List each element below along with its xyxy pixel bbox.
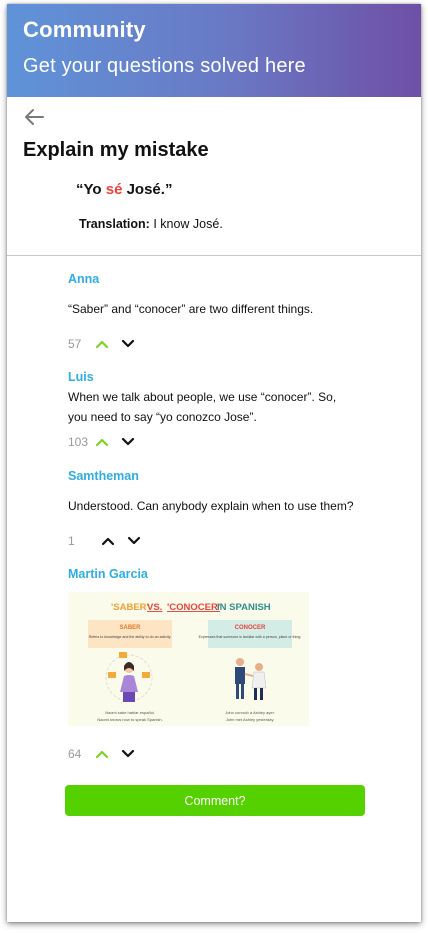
image-title-saber: 'SABER' xyxy=(111,602,149,613)
conocer-desc: Expresses that someone is familiar with a person, place or thing. xyxy=(198,635,302,639)
saber-example-es: Naomi sabe hablar español. xyxy=(105,710,155,715)
answer-author[interactable]: Luis xyxy=(68,370,94,384)
phrase-after: José.” xyxy=(122,181,173,198)
phrase-highlight: sé xyxy=(105,181,123,198)
vote-count: 57 xyxy=(68,337,82,351)
vote-controls xyxy=(68,336,147,352)
conocer-example-en: John met Ashley yesterday. xyxy=(225,717,275,722)
upvote-icon[interactable] xyxy=(101,536,115,546)
community-header xyxy=(7,4,421,97)
saber-vs-conocer-image[interactable] xyxy=(68,592,309,726)
downvote-icon[interactable] xyxy=(121,749,135,759)
answer-text: “Saber” and “conocer” are two different things. xyxy=(68,302,314,316)
arrow-left-icon[interactable] xyxy=(23,108,45,126)
vote-controls xyxy=(68,746,147,762)
conocer-label: CONOCER xyxy=(234,625,266,631)
image-title-rest: IN SPANISH xyxy=(217,602,271,613)
page-title: Explain my mistake xyxy=(23,139,209,161)
downvote-icon[interactable] xyxy=(121,437,135,447)
saber-desc: Refers to knowledge and the ability to do an activity. xyxy=(88,635,172,639)
divider xyxy=(7,255,421,256)
upvote-icon[interactable] xyxy=(95,749,109,759)
answer-text: When we talk about people, we use “conocer”. So, you need to say “yo conozco Jose”. xyxy=(68,390,337,424)
conocer-example-es: John conoció a Ashley ayer. xyxy=(225,710,275,715)
vote-controls xyxy=(68,533,153,549)
image-title-conocer: 'CONOCER' xyxy=(167,602,221,613)
answer-author[interactable]: Anna xyxy=(68,272,100,286)
comment-button[interactable]: Comment? xyxy=(65,785,365,816)
vote-controls xyxy=(68,434,147,450)
saber-example-en: Naomi knows how to speak Spanish. xyxy=(97,717,163,722)
app-frame xyxy=(7,4,421,922)
vote-count: 64 xyxy=(68,747,82,761)
downvote-icon[interactable] xyxy=(127,536,141,546)
upvote-icon[interactable] xyxy=(95,437,109,447)
answer-author[interactable]: Samtheman xyxy=(68,469,139,483)
vote-count: 1 xyxy=(68,534,75,548)
header-subtitle: Get your questions solved here xyxy=(23,55,306,77)
translation-text: I know José. xyxy=(149,217,223,231)
phrase-before: “Yo xyxy=(76,181,106,198)
vote-count: 103 xyxy=(68,435,89,449)
translation-label: Translation: xyxy=(79,217,150,231)
downvote-icon[interactable] xyxy=(121,339,135,349)
header-title: Community xyxy=(23,17,146,42)
answer-text: Understood. Can anybody explain when to use them? xyxy=(68,499,354,513)
upvote-icon[interactable] xyxy=(95,339,109,349)
answer-author[interactable]: Martin Garcia xyxy=(68,567,148,581)
question-phrase xyxy=(76,181,172,198)
saber-label: SABER xyxy=(119,625,141,631)
image-title-vs: VS. xyxy=(147,602,163,613)
translation xyxy=(79,217,223,231)
